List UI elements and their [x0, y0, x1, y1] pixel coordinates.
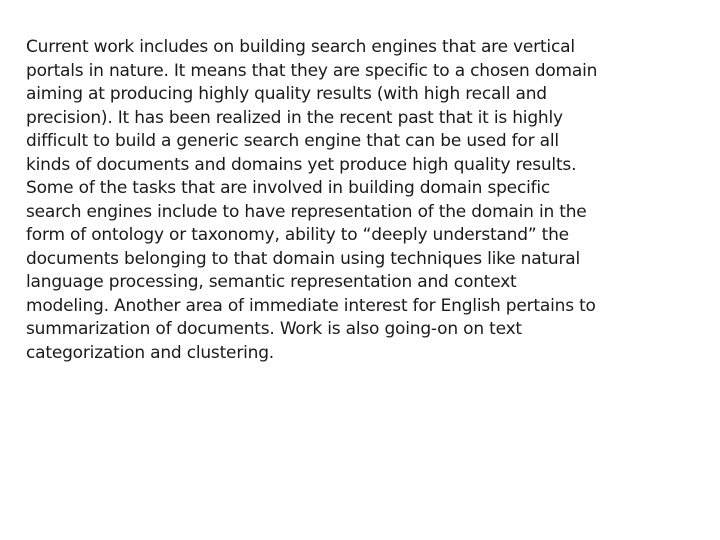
- body-paragraph: Current work includes on building search engines that are vertical portals in nature. It means that they are specific to a chosen domain aiming at producing highly quality results (with high recall and precision). It has been realized in the recent past that it is highly difficult to build a generic search engine that can be used for all kinds of documents and domains yet produce high quality results. Some of the tasks that are involved in building domain specific search engines include to have representation of the domain in the form of ontology or taxonomy, ability to “deeply understand” the documents belonging to that domain using techniques like natural language processing, semantic representation and context modeling. Another area of immediate interest for English pertains to summarization of documents. Work is also going-on on text categorization and clustering.: [26, 37, 598, 363]
